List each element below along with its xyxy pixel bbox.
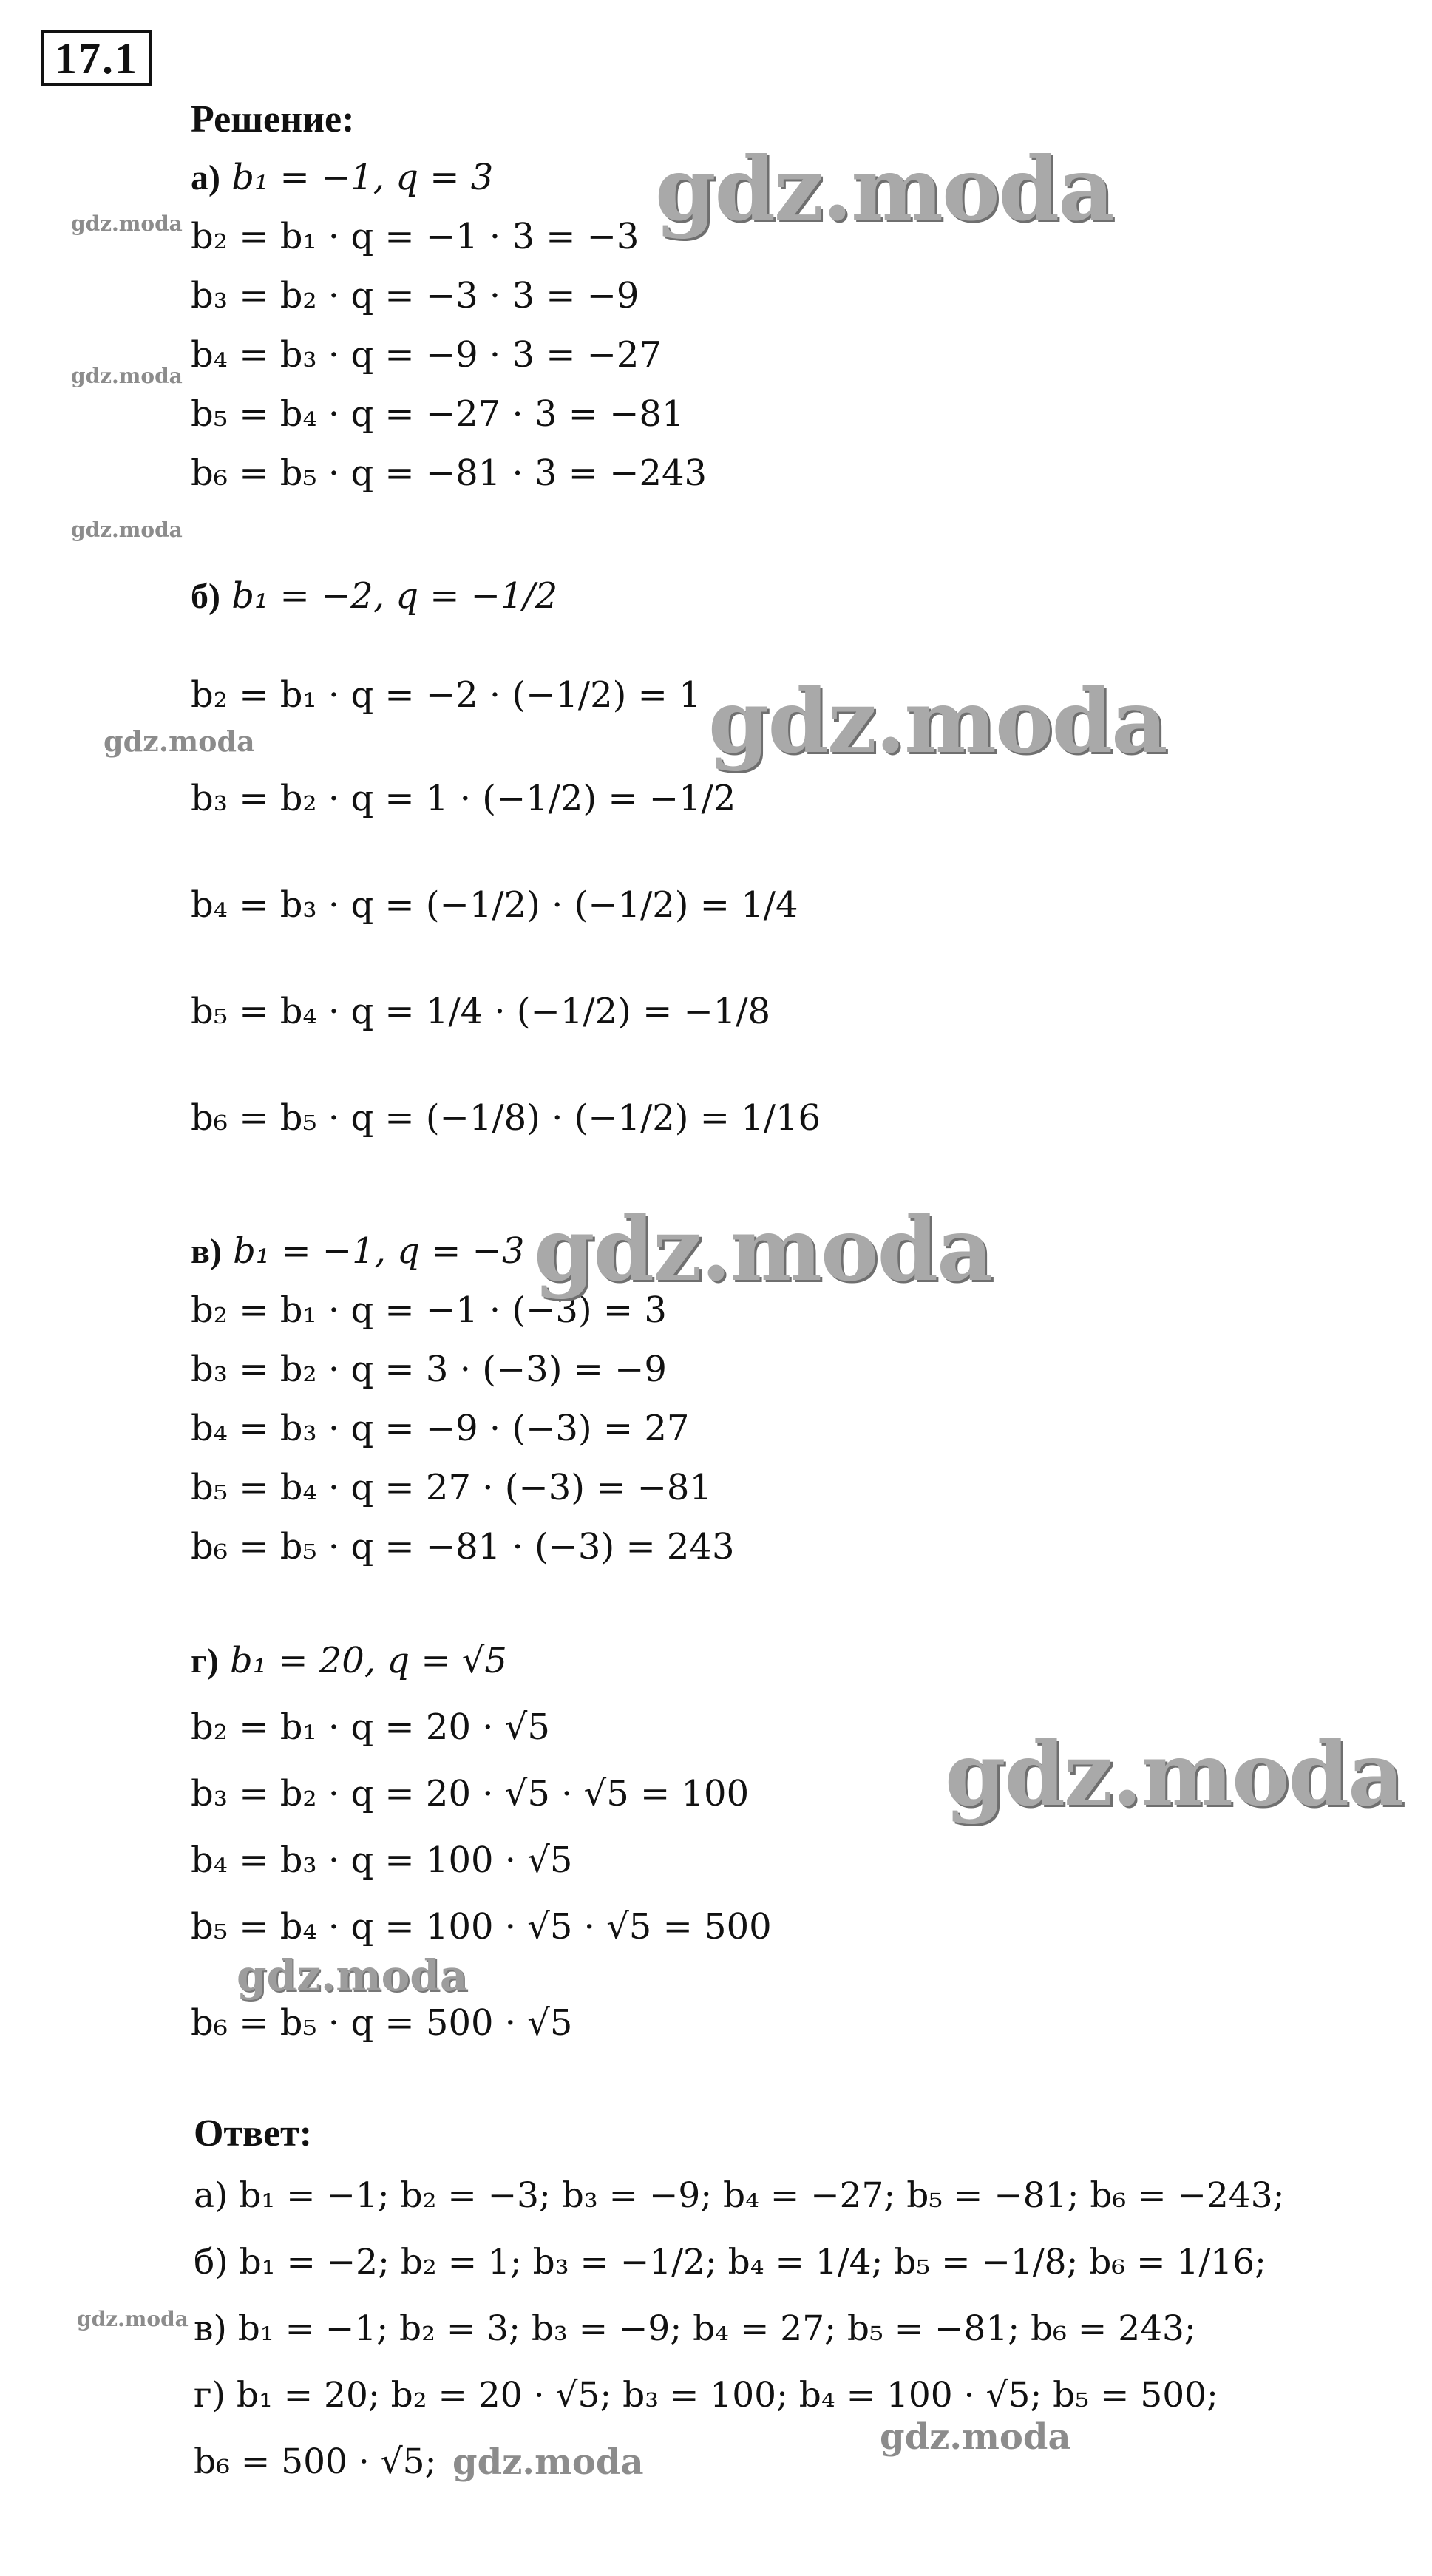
part-a-line-3: b₃ = b₂ · q = −3 · 3 = −9 bbox=[191, 275, 639, 316]
part-v-line-4: b₄ = b₃ · q = −9 · (−3) = 27 bbox=[191, 1408, 690, 1449]
part-g-line-6: b₆ = b₅ · q = 500 · √5 bbox=[191, 2002, 573, 2044]
solution-heading: Решение: bbox=[191, 98, 355, 140]
part-g-line-5: b₅ = b₄ · q = 100 · √5 · √5 = 500 bbox=[191, 1906, 772, 1948]
answer-v: в) b₁ = −1; b₂ = 3; b₃ = −9; b₄ = 27; b₅ = −81; b₆ = 243; bbox=[194, 2308, 1196, 2349]
part-g-line-2: b₂ = b₁ · q = 20 · √5 bbox=[191, 1706, 550, 1748]
answer-a: а) b₁ = −1; b₂ = −3; b₃ = −9; b₄ = −27; b₅ = −81; b₆ = −243; bbox=[194, 2175, 1285, 2216]
part-v-line-5: b₅ = b₄ · q = 27 · (−3) = −81 bbox=[191, 1467, 712, 1508]
part-b-line-2: b₂ = b₁ · q = −2 · (−1/2) = 1 bbox=[191, 674, 702, 716]
answer-b: б) b₁ = −2; b₂ = 1; b₃ = −1/2; b₄ = 1/4; b₅ = −1/8; b₆ = 1/16; bbox=[194, 2242, 1266, 2282]
part-v-label: в) bbox=[191, 1232, 222, 1271]
watermark: gdz.moda bbox=[237, 1950, 468, 2001]
watermark: gdz.moda bbox=[77, 2307, 189, 2331]
watermark: gdz.moda bbox=[71, 518, 183, 542]
watermark: gdz.moda bbox=[534, 1198, 992, 1301]
part-b-line-5: b₅ = b₄ · q = 1/4 · (−1/2) = −1/8 bbox=[191, 991, 771, 1032]
part-g-label: г) bbox=[191, 1641, 219, 1681]
part-a-line-6: b₆ = b₅ · q = −81 · 3 = −243 bbox=[191, 453, 707, 494]
answer-g-continued: b₆ = 500 · √5; bbox=[194, 2441, 437, 2482]
part-g-line-4: b₄ = b₃ · q = 100 · √5 bbox=[191, 1840, 573, 1881]
part-b-line-1: б) b₁ = −2, q = −1/2 bbox=[191, 575, 558, 617]
watermark: gdz.moda bbox=[655, 138, 1113, 240]
part-v-line-3: b₃ = b₂ · q = 3 · (−3) = −9 bbox=[191, 1349, 667, 1390]
part-g-line-3: b₃ = b₂ · q = 20 · √5 · √5 = 100 bbox=[191, 1773, 750, 1814]
part-a-line-1: а) b₁ = −1, q = 3 bbox=[191, 157, 494, 198]
part-b-line-4: b₄ = b₃ · q = (−1/2) · (−1/2) = 1/4 bbox=[191, 884, 798, 926]
watermark: gdz.moda bbox=[71, 211, 183, 236]
answer-g: г) b₁ = 20; b₂ = 20 · √5; b₃ = 100; b₄ = 100 · √5; b₅ = 500; bbox=[194, 2375, 1218, 2416]
part-a-line-5: b₅ = b₄ · q = −27 · 3 = −81 bbox=[191, 393, 685, 435]
part-v-line-6: b₆ = b₅ · q = −81 · (−3) = 243 bbox=[191, 1526, 735, 1567]
answer-heading: Ответ: bbox=[194, 2112, 313, 2155]
part-b-line-3: b₃ = b₂ · q = 1 · (−1/2) = −1/2 bbox=[191, 778, 736, 819]
part-a-label: а) bbox=[191, 158, 220, 197]
part-a-line-2: b₂ = b₁ · q = −1 · 3 = −3 bbox=[191, 216, 639, 257]
part-v-line-1: в) b₁ = −1, q = −3 bbox=[191, 1230, 525, 1272]
part-g-line-1: г) b₁ = 20, q = √5 bbox=[191, 1640, 507, 1681]
watermark: gdz.moda bbox=[945, 1723, 1403, 1826]
problem-number: 17.1 bbox=[41, 30, 152, 86]
watermark: gdz.moda bbox=[708, 670, 1167, 773]
part-a-line-4: b₄ = b₃ · q = −9 · 3 = −27 bbox=[191, 334, 662, 376]
watermark: gdz.moda bbox=[452, 2441, 644, 2483]
part-b-line-6: b₆ = b₅ · q = (−1/8) · (−1/2) = 1/16 bbox=[191, 1097, 821, 1139]
watermark: gdz.moda bbox=[71, 364, 183, 388]
watermark: gdz.moda bbox=[880, 2416, 1071, 2458]
part-v-line-2: b₂ = b₁ · q = −1 · (−3) = 3 bbox=[191, 1289, 667, 1331]
watermark: gdz.moda bbox=[104, 725, 255, 758]
part-b-label: б) bbox=[191, 577, 220, 616]
